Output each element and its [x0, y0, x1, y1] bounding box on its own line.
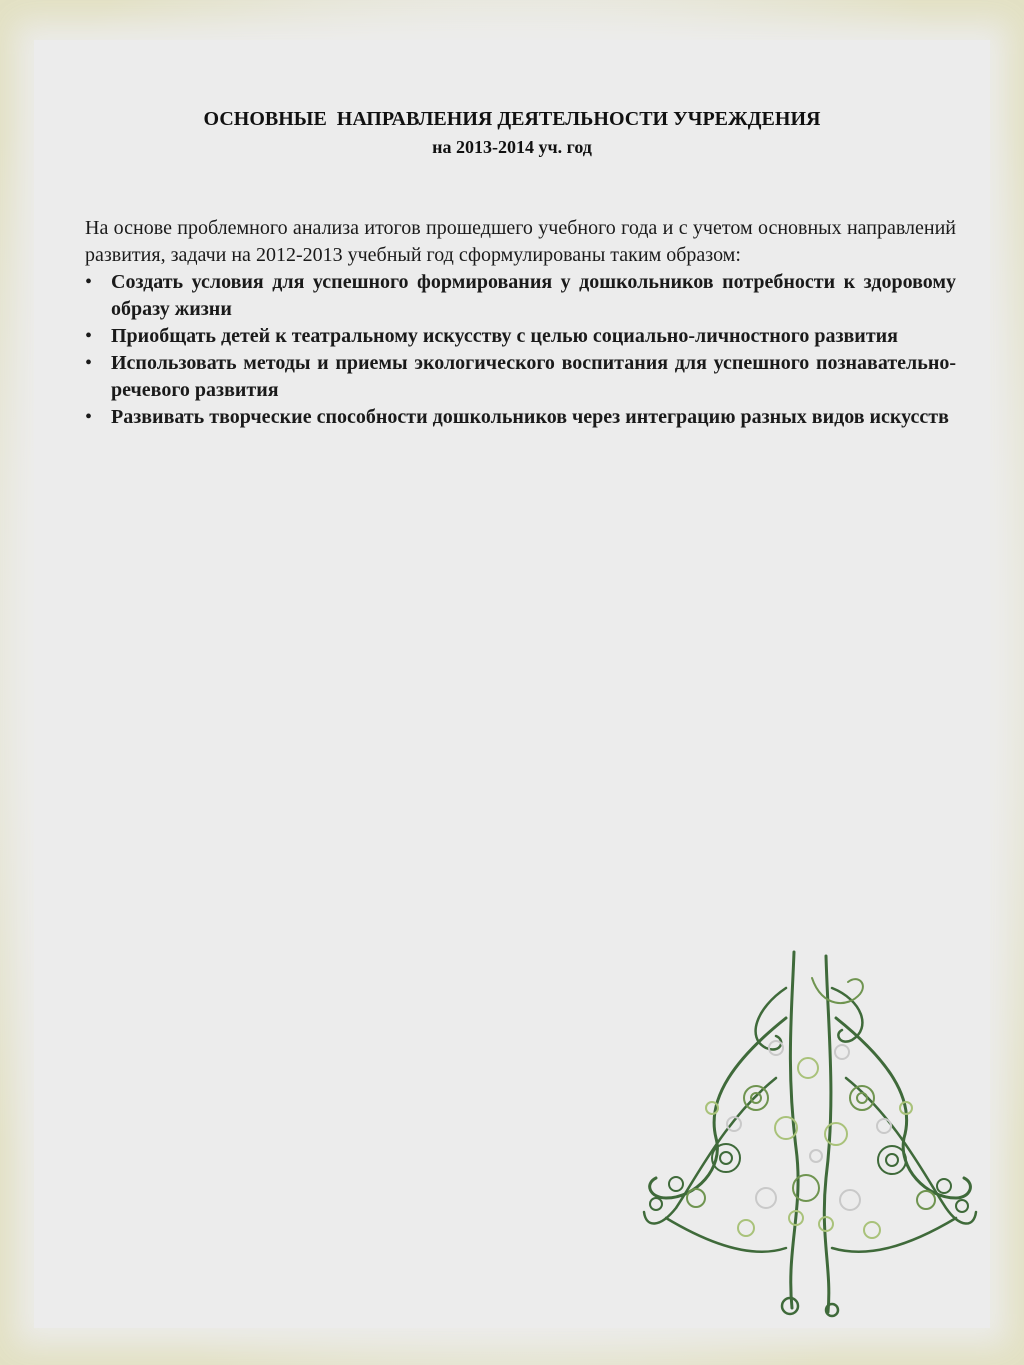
- task-text: Приобщать детей к театральному искусству с целью социально-личностного развития: [111, 325, 898, 347]
- intro-paragraph: На основе проблемного анализа итогов прошедшего учебного года и с учетом основных направлений развития, задачи на 2012-2013 учебный год сформулированы таким образом:: [85, 217, 956, 266]
- task-item: [85, 269, 956, 323]
- task-text: Создать условия для успешного формирования у дошкольников потребности к здоровому образу жизни: [111, 271, 956, 320]
- task-item: [85, 404, 956, 431]
- swirl-tree-icon: [636, 948, 980, 1320]
- task-item: [85, 350, 956, 404]
- task-text: Использовать методы и приемы экологического воспитания для успешного познавательно-речевого развития: [111, 352, 956, 401]
- bullet-icon: •: [85, 325, 93, 347]
- heading-block: [0, 106, 1024, 162]
- task-text: Развивать творческие способности дошкольников через интеграцию разных видов искусств: [111, 406, 949, 428]
- page-subtitle: на 2013-2014 уч. год: [432, 137, 592, 157]
- content-block: [85, 215, 956, 431]
- bullet-icon: •: [85, 352, 93, 374]
- page-title: ОСНОВНЫЕ НАПРАВЛЕНИЯ ДЕЯТЕЛЬНОСТИ УЧРЕЖДЕНИЯ: [203, 108, 821, 130]
- bullet-icon: •: [85, 406, 93, 428]
- bullet-icon: •: [85, 271, 93, 293]
- task-list: [85, 269, 956, 431]
- task-item: [85, 323, 956, 350]
